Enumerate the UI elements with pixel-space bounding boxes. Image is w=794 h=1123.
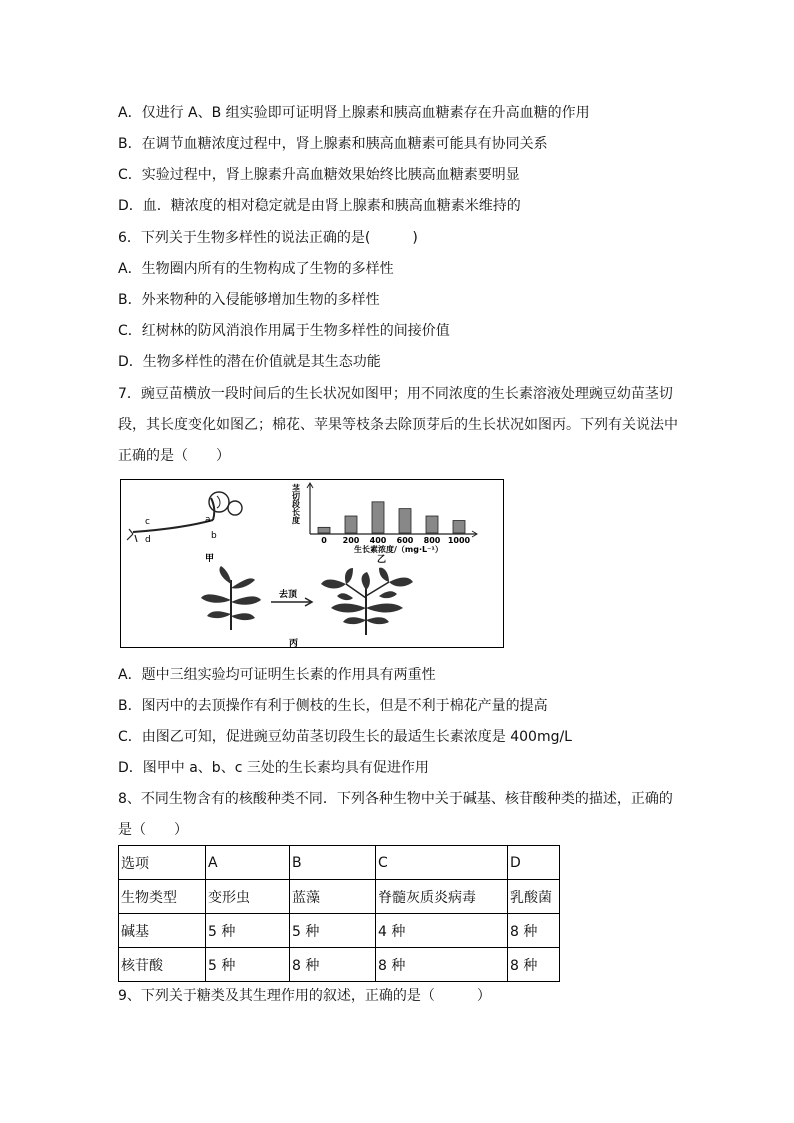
table-cell: 生物类型 bbox=[119, 880, 206, 914]
point-label-b: b bbox=[211, 531, 217, 541]
question-7-line3: 正确的是（ ） bbox=[118, 448, 230, 464]
label-jia: 甲 bbox=[205, 554, 215, 564]
option-5b: B．在调节血糖浓度过程中，肾上腺素和胰高血糖素可能具有协同关系 bbox=[118, 136, 548, 152]
table-cell: D bbox=[508, 846, 560, 880]
table-cell: 蓝藻 bbox=[290, 880, 376, 914]
point-label-c: c bbox=[145, 517, 150, 527]
x-tick-label: 1000 bbox=[447, 536, 471, 545]
label-yi: 乙 bbox=[377, 555, 387, 565]
leaf-icon bbox=[228, 501, 242, 515]
y-axis-label: 茎切段长度 bbox=[291, 484, 301, 524]
table-cell: 碱基 bbox=[119, 914, 206, 948]
figure-svg bbox=[121, 480, 505, 649]
option-5c: C．实验过程中，肾上腺素升高血糖效果始终比胰高血糖素要明显 bbox=[118, 167, 520, 183]
option-7d: D．图甲中 a、b、c 三处的生长素均具有促进作用 bbox=[118, 760, 429, 776]
chart-bar bbox=[345, 516, 357, 533]
table-cell: 5 种 bbox=[206, 914, 290, 948]
table-cell: 选项 bbox=[119, 846, 206, 880]
table-row bbox=[119, 880, 560, 914]
option-5a: A．仅进行 A、B 组实验即可证明肾上腺素和胰高血糖素存在升高血糖的作用 bbox=[118, 105, 590, 121]
figure-bing bbox=[201, 566, 413, 649]
point-label-a: a bbox=[205, 515, 211, 525]
question-8-line2: 是（ ） bbox=[118, 822, 188, 838]
option-6a: A．生物圈内所有的生物构成了生物的多样性 bbox=[118, 261, 394, 277]
question-8-table bbox=[118, 845, 560, 982]
question-6: 6．下列关于生物多样性的说法正确的是( ) bbox=[118, 230, 418, 246]
x-tick-label: 200 bbox=[342, 536, 360, 545]
table-cell: 8 种 bbox=[508, 914, 560, 948]
label-quding: 去顶 bbox=[279, 590, 298, 600]
point-label-d: d bbox=[145, 535, 151, 545]
x-tick-label: 400 bbox=[369, 536, 387, 545]
x-tick-label: 800 bbox=[423, 536, 441, 545]
chart-bar bbox=[426, 516, 438, 533]
option-6b: B．外来物种的入侵能够增加生物的多样性 bbox=[118, 292, 380, 308]
question-9: 9、下列关于糖类及其生理作用的叙述，正确的是（ ） bbox=[118, 988, 491, 1004]
table-cell: 5 种 bbox=[206, 948, 290, 982]
option-7c: C．由图乙可知，促进豌豆幼苗茎切段生长的最适生长素浓度是 400mg/L bbox=[118, 729, 572, 745]
table-cell: 变形虫 bbox=[206, 880, 290, 914]
option-6d: D．生物多样性的潜在价值就是其生态功能 bbox=[118, 354, 381, 370]
question-7-line2: 段，其长度变化如图乙；棉花、苹果等枝条去除顶芽后的生长状况如图丙。下列有关说法中 bbox=[118, 417, 678, 433]
x-tick-label: 600 bbox=[396, 536, 414, 545]
figure-yi-chart bbox=[291, 483, 478, 565]
table-cell: 核苷酸 bbox=[119, 948, 206, 982]
table-cell: 8 种 bbox=[508, 948, 560, 982]
figure-jia bbox=[127, 492, 242, 564]
option-7a: A．题中三组实验均可证明生长素的作用具有两重性 bbox=[118, 667, 436, 683]
table-cell: 4 种 bbox=[376, 914, 508, 948]
plant-before-icon bbox=[201, 566, 261, 630]
table-row bbox=[119, 914, 560, 948]
chart-bar bbox=[399, 509, 411, 533]
x-axis-label: 生长素浓度/（mg·L⁻¹） bbox=[354, 545, 443, 554]
table-cell: A bbox=[206, 846, 290, 880]
question-7-line1: 7．豌豆苗横放一段时间后的生长状况如图甲；用不同浓度的生长素溶液处理豌豆幼苗茎切 bbox=[118, 386, 673, 402]
table-row bbox=[119, 948, 560, 982]
table-cell: 8 种 bbox=[376, 948, 508, 982]
table-cell: B bbox=[290, 846, 376, 880]
question-8-line1: 8、不同生物含有的核酸种类不同．下列各种生物中关于碱基、核苷酸种类的描述，正确的 bbox=[118, 791, 673, 807]
table-cell: 脊髓灰质炎病毒 bbox=[376, 880, 508, 914]
chart-bar bbox=[453, 521, 465, 533]
table-cell: 8 种 bbox=[290, 948, 376, 982]
option-6c: C．红树林的防风消浪作用属于生物多样性的间接价值 bbox=[118, 323, 450, 339]
option-5d: D．血．糖浓度的相对稳定就是由肾上腺素和胰高血糖素米维持的 bbox=[118, 198, 521, 214]
chart-bar bbox=[318, 527, 330, 533]
table-cell: 乳酸菌 bbox=[508, 880, 560, 914]
x-tick-label: 0 bbox=[321, 536, 327, 545]
table-cell: 5 种 bbox=[290, 914, 376, 948]
table-row bbox=[119, 846, 560, 880]
option-7b: B．图丙中的去顶操作有利于侧枝的生长，但是不利于棉花产量的提高 bbox=[118, 698, 548, 714]
label-bing: 丙 bbox=[289, 639, 299, 649]
plant-after-icon bbox=[321, 568, 413, 635]
question-7-figure bbox=[120, 479, 504, 648]
chart-bar bbox=[372, 502, 384, 533]
table-cell: C bbox=[376, 846, 508, 880]
